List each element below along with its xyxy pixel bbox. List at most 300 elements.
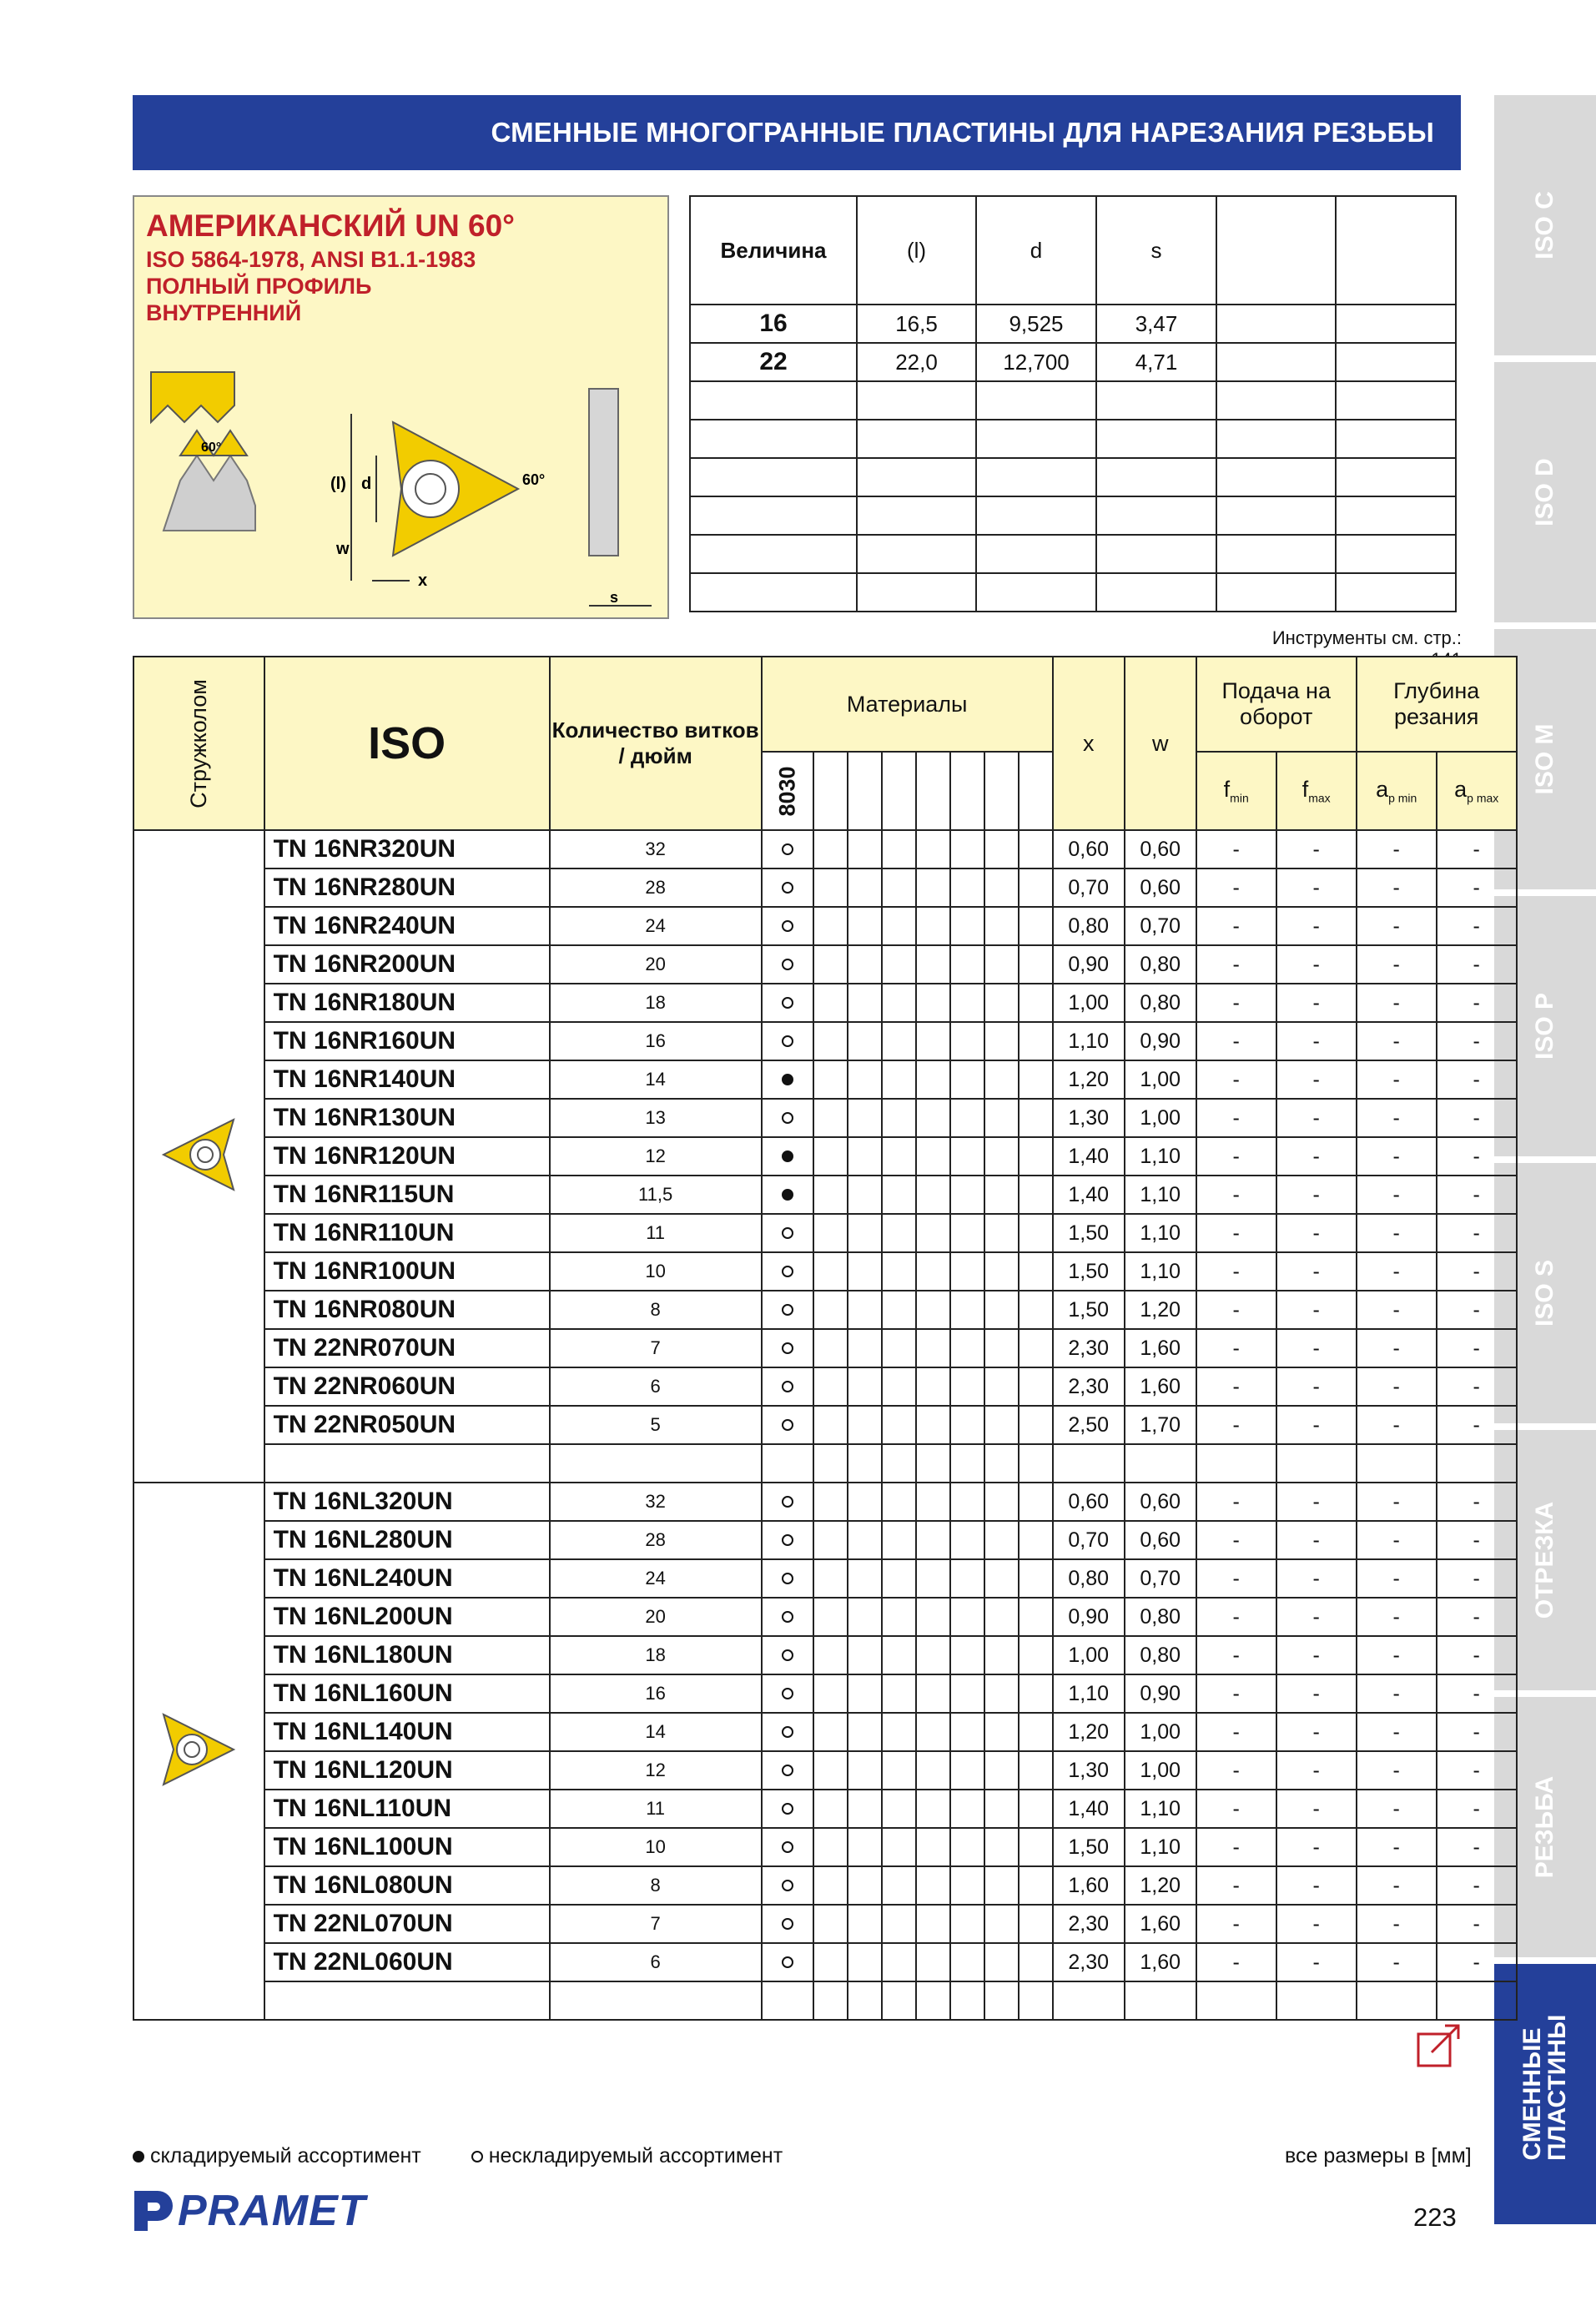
dash-cell: - (1437, 1905, 1517, 1943)
dash-cell: - (1276, 1751, 1357, 1790)
dash-cell: - (1357, 1137, 1437, 1176)
empty-dot-icon (782, 1956, 793, 1968)
x-value: 2,30 (1053, 1329, 1125, 1367)
dash-cell: - (1276, 1905, 1357, 1943)
grade-availability (762, 1099, 813, 1137)
grade-availability (762, 868, 813, 907)
grade-availability (762, 1751, 813, 1790)
grade-availability (762, 1176, 813, 1214)
dash-cell: - (1196, 1943, 1276, 1981)
turns-per-inch: 20 (550, 945, 762, 984)
thread-type-title: АМЕРИКАНСКИЙ UN 60° (146, 209, 515, 243)
x-value: 0,60 (1053, 1483, 1125, 1521)
grade-availability (762, 1137, 813, 1176)
filled-dot-icon (782, 1189, 793, 1201)
w-value: 0,90 (1125, 1022, 1196, 1060)
table-row (133, 1521, 1517, 1559)
empty-dot-icon (782, 1726, 793, 1738)
insert-code: TN 16NL110UN (264, 1790, 550, 1828)
dash-cell: - (1196, 1252, 1276, 1291)
grade-availability (762, 1943, 813, 1981)
x-value: 1,10 (1053, 1022, 1125, 1060)
turns-per-inch: 14 (550, 1713, 762, 1751)
empty-dot-icon (782, 959, 793, 970)
w-value: 1,10 (1125, 1137, 1196, 1176)
dash-cell: - (1196, 1137, 1276, 1176)
table-row (133, 1790, 1517, 1828)
filled-dot-icon (133, 2151, 144, 2162)
w-value: 0,60 (1125, 830, 1196, 868)
empty-dot-icon (782, 1880, 793, 1891)
dash-cell: - (1357, 830, 1437, 868)
turns-per-inch: 13 (550, 1099, 762, 1137)
grade-availability (762, 1291, 813, 1329)
dash-cell: - (1437, 1636, 1517, 1674)
dash-cell: - (1196, 830, 1276, 868)
dash-cell: - (1196, 1176, 1276, 1214)
side-tab-label: СМЕННЫЕ ПЛАСТИНЫ (1518, 2014, 1571, 2161)
w-value: 1,00 (1125, 1060, 1196, 1099)
filled-dot-icon (782, 1074, 793, 1085)
insert-code: TN 16NL280UN (264, 1521, 550, 1559)
empty-dot-icon (782, 1381, 793, 1392)
thread-standard: ISO 5864-1978, ANSI B1.1-1983 (146, 247, 476, 272)
x-value: 0,80 (1053, 907, 1125, 945)
insert-code: TN 16NL100UN (264, 1828, 550, 1866)
side-tab-label: ISO D (1531, 458, 1558, 526)
w-value: 1,00 (1125, 1099, 1196, 1137)
dash-cell: - (1437, 1291, 1517, 1329)
turns-per-inch: 32 (550, 830, 762, 868)
insert-code: TN 22NL060UN (264, 1943, 550, 1981)
grade-availability (762, 1713, 813, 1751)
x-value: 2,30 (1053, 1943, 1125, 1981)
dash-cell: - (1357, 1329, 1437, 1367)
table-row (133, 1176, 1517, 1214)
dash-cell: - (1437, 1367, 1517, 1406)
side-tab-iso-d[interactable] (1494, 362, 1596, 622)
grade-availability (762, 830, 813, 868)
thread-info-box (133, 195, 669, 619)
dash-cell: - (1276, 1636, 1357, 1674)
grade-availability (762, 1674, 813, 1713)
insert-code: TN 22NL070UN (264, 1905, 550, 1943)
legend (133, 2144, 783, 2168)
dash-cell: - (1357, 1176, 1437, 1214)
x-value: 0,70 (1053, 868, 1125, 907)
page-header-title: СМЕННЫЕ МНОГОГРАННЫЕ ПЛАСТИНЫ ДЛЯ НАРЕЗАНИЯ РЕЗЬБЫ (491, 117, 1434, 148)
dash-cell: - (1276, 1828, 1357, 1866)
dash-cell: - (1196, 1636, 1276, 1674)
insert-code: TN 16NL180UN (264, 1636, 550, 1674)
diagram-l-label: (l) (330, 475, 346, 493)
size-cell (1336, 305, 1456, 343)
grade-availability (762, 1214, 813, 1252)
units-note: все размеры в [мм] (1285, 2144, 1472, 2167)
table-row (133, 984, 1517, 1022)
col-apmin: $a_{p min}$ (1357, 752, 1437, 830)
turns-per-inch: 6 (550, 1367, 762, 1406)
dash-cell: - (1276, 1252, 1357, 1291)
pramet-logo-icon (133, 2189, 173, 2233)
dash-cell: - (1357, 1483, 1437, 1521)
turns-per-inch: 5 (550, 1406, 762, 1444)
insert-code: TN 16NR080UN (264, 1291, 550, 1329)
w-value: 1,10 (1125, 1214, 1196, 1252)
w-value: 1,10 (1125, 1176, 1196, 1214)
grade-availability (762, 1329, 813, 1367)
insert-code: TN 16NL200UN (264, 1598, 550, 1636)
grade-availability (762, 1252, 813, 1291)
dash-cell: - (1357, 907, 1437, 945)
w-value: 0,60 (1125, 1521, 1196, 1559)
grade-availability (762, 1828, 813, 1866)
dash-cell: - (1357, 1406, 1437, 1444)
size-cell: 9,525 (976, 305, 1096, 343)
dash-cell: - (1357, 1214, 1437, 1252)
w-value: 1,60 (1125, 1905, 1196, 1943)
x-value: 1,20 (1053, 1060, 1125, 1099)
w-value: 1,00 (1125, 1713, 1196, 1751)
side-tab-label: ISO M (1531, 723, 1558, 795)
side-tab-label: ISO C (1531, 191, 1558, 259)
dash-cell: - (1276, 1521, 1357, 1559)
dash-cell: - (1357, 1252, 1437, 1291)
insert-code: TN 22NR060UN (264, 1367, 550, 1406)
w-value: 0,80 (1125, 1598, 1196, 1636)
dash-cell: - (1357, 1751, 1437, 1790)
w-value: 0,70 (1125, 1559, 1196, 1598)
empty-dot-icon (782, 997, 793, 1009)
table-row (133, 1329, 1517, 1367)
dash-cell: - (1357, 1943, 1437, 1981)
dash-cell: - (1196, 1521, 1276, 1559)
insert-code: TN 16NR280UN (264, 868, 550, 907)
col-w: w (1125, 657, 1196, 830)
thread-profile: ПОЛНЫЙ ПРОФИЛЬ (146, 274, 372, 299)
empty-dot-icon (782, 1496, 793, 1508)
turns-per-inch: 24 (550, 1559, 762, 1598)
table-row (133, 1559, 1517, 1598)
table-row (133, 1214, 1517, 1252)
dash-cell: - (1196, 1367, 1276, 1406)
turns-per-inch: 24 (550, 907, 762, 945)
thread-orientation: ВНУТРЕННИЙ (146, 300, 302, 325)
dash-cell: - (1437, 1406, 1517, 1444)
col-fmax: $f_{max}$ (1276, 752, 1357, 830)
dash-cell: - (1437, 1866, 1517, 1905)
dash-cell: - (1276, 830, 1357, 868)
dash-cell: - (1357, 1099, 1437, 1137)
w-value: 1,60 (1125, 1329, 1196, 1367)
page-number: 223 (1413, 2203, 1457, 2232)
dash-cell: - (1276, 1406, 1357, 1444)
dash-cell: - (1437, 1943, 1517, 1981)
dash-cell: - (1196, 1598, 1276, 1636)
empty-dot-icon (782, 843, 793, 855)
x-value: 0,80 (1053, 1559, 1125, 1598)
x-value: 0,90 (1053, 945, 1125, 984)
x-value: 1,00 (1053, 984, 1125, 1022)
dash-cell: - (1276, 1060, 1357, 1099)
turns-per-inch: 8 (550, 1866, 762, 1905)
dash-cell: - (1437, 1060, 1517, 1099)
grade-availability (762, 1406, 813, 1444)
table-row (133, 1866, 1517, 1905)
w-value: 1,10 (1125, 1252, 1196, 1291)
size-header (1216, 196, 1336, 305)
table-row (133, 1674, 1517, 1713)
filled-dot-icon (782, 1150, 793, 1162)
side-tab-label: ОТРЕЗКА (1531, 1501, 1558, 1619)
diagram-insert-angle-label: 60° (522, 471, 546, 488)
turns-per-inch: 7 (550, 1329, 762, 1367)
table-row (133, 907, 1517, 945)
col-grade-8030: 8030 (762, 752, 813, 830)
turns-per-inch: 6 (550, 1943, 762, 1981)
w-value: 0,70 (1125, 907, 1196, 945)
diagram-w-label: w (336, 540, 350, 558)
turns-per-inch: 11,5 (550, 1176, 762, 1214)
dash-cell: - (1196, 1099, 1276, 1137)
w-value: 0,90 (1125, 1674, 1196, 1713)
x-value: 0,90 (1053, 1598, 1125, 1636)
dash-cell: - (1196, 1022, 1276, 1060)
dash-cell: - (1276, 907, 1357, 945)
col-depth: Глубина резания (1357, 657, 1517, 752)
col-apmax: $a_{p max}$ (1437, 752, 1517, 830)
dash-cell: - (1276, 1943, 1357, 1981)
dash-cell: - (1196, 1214, 1276, 1252)
insert-shape-icon (157, 1113, 240, 1196)
col-feed: Подача на оборот (1196, 657, 1357, 752)
dash-cell: - (1437, 1751, 1517, 1790)
insert-shape-icon (157, 1708, 240, 1791)
dash-cell: - (1196, 945, 1276, 984)
grade-availability (762, 984, 813, 1022)
dash-cell: - (1196, 984, 1276, 1022)
grade-availability (762, 1636, 813, 1674)
grade-availability (762, 945, 813, 984)
dash-cell: - (1437, 1137, 1517, 1176)
col-materials: Материалы (762, 657, 1053, 752)
empty-dot-icon (782, 1227, 793, 1239)
dash-cell: - (1357, 1022, 1437, 1060)
grade-availability (762, 907, 813, 945)
w-value: 0,80 (1125, 1636, 1196, 1674)
turns-per-inch: 12 (550, 1751, 762, 1790)
insert-code: TN 16NR120UN (264, 1137, 550, 1176)
dash-cell: - (1276, 1367, 1357, 1406)
table-row (133, 1099, 1517, 1137)
legend-stock: складируемый ассортимент (133, 2144, 421, 2168)
dash-cell: - (1276, 945, 1357, 984)
turns-per-inch: 8 (550, 1291, 762, 1329)
turns-per-inch: 12 (550, 1137, 762, 1176)
dash-cell: - (1357, 1828, 1437, 1866)
chipbreaker-cell (133, 830, 264, 1483)
turns-per-inch: 28 (550, 1521, 762, 1559)
w-value: 0,80 (1125, 945, 1196, 984)
w-value: 1,20 (1125, 1291, 1196, 1329)
dash-cell: - (1437, 907, 1517, 945)
size-header (1336, 196, 1456, 305)
dash-cell: - (1196, 907, 1276, 945)
dash-cell: - (1276, 1483, 1357, 1521)
table-row (133, 1483, 1517, 1521)
table-row (133, 1022, 1517, 1060)
dash-cell: - (1276, 1329, 1357, 1367)
grade-availability (762, 1521, 813, 1559)
dash-cell: - (1437, 1521, 1517, 1559)
empty-dot-icon (782, 1266, 793, 1277)
size-cell: 3,47 (1096, 305, 1216, 343)
dash-cell: - (1276, 1176, 1357, 1214)
grade-availability (762, 1060, 813, 1099)
col-x: x (1053, 657, 1125, 830)
size-header: d (976, 196, 1096, 305)
x-value: 1,30 (1053, 1099, 1125, 1137)
table-row (133, 1751, 1517, 1790)
empty-dot-icon (782, 1573, 793, 1584)
dash-cell: - (1437, 868, 1517, 907)
turns-per-inch: 20 (550, 1598, 762, 1636)
w-value: 1,60 (1125, 1367, 1196, 1406)
dash-cell: - (1357, 1905, 1437, 1943)
grade-availability (762, 1559, 813, 1598)
insert-code: TN 16NR240UN (264, 907, 550, 945)
size-cell: 22,0 (857, 343, 976, 381)
dash-cell: - (1196, 1790, 1276, 1828)
insert-code: TN 16NL160UN (264, 1674, 550, 1713)
size-header: Величина (690, 196, 857, 305)
page-header-band (133, 95, 1461, 170)
insert-code: TN 16NR130UN (264, 1099, 550, 1137)
turns-per-inch: 11 (550, 1790, 762, 1828)
x-value: 1,40 (1053, 1176, 1125, 1214)
dash-cell: - (1357, 1598, 1437, 1636)
dash-cell: - (1196, 1828, 1276, 1866)
insert-code: TN 16NL320UN (264, 1483, 550, 1521)
x-value: 1,50 (1053, 1291, 1125, 1329)
diagram-x-label: x (418, 571, 428, 590)
diagram-d-label: d (361, 475, 372, 493)
col-fmin: $f_{min}$ (1196, 752, 1276, 830)
diagram-s-label: s (610, 589, 619, 606)
turns-per-inch: 10 (550, 1828, 762, 1866)
size-cell: 16,5 (857, 305, 976, 343)
insert-code: TN 16NR180UN (264, 984, 550, 1022)
table-row (133, 945, 1517, 984)
size-cell: 22 (690, 343, 857, 381)
dash-cell: - (1357, 1367, 1437, 1406)
dash-cell: - (1276, 1713, 1357, 1751)
table-row (133, 830, 1517, 868)
table-row (133, 1598, 1517, 1636)
insert-code: TN 22NR050UN (264, 1406, 550, 1444)
size-cell (1216, 305, 1336, 343)
dash-cell: - (1357, 1674, 1437, 1713)
insert-code: TN 16NR160UN (264, 1022, 550, 1060)
dash-cell: - (1196, 1751, 1276, 1790)
dash-cell: - (1357, 984, 1437, 1022)
dash-cell: - (1357, 1866, 1437, 1905)
dash-cell: - (1276, 984, 1357, 1022)
x-value: 1,10 (1053, 1674, 1125, 1713)
dash-cell: - (1196, 1559, 1276, 1598)
dash-cell: - (1437, 1598, 1517, 1636)
turns-per-inch: 14 (550, 1060, 762, 1099)
table-row (133, 1713, 1517, 1751)
dash-cell: - (1437, 1790, 1517, 1828)
dash-cell: - (1196, 1406, 1276, 1444)
table-row (133, 1060, 1517, 1099)
empty-dot-icon (782, 1534, 793, 1546)
x-value: 1,50 (1053, 1252, 1125, 1291)
dash-cell: - (1276, 1674, 1357, 1713)
dash-cell: - (1196, 1866, 1276, 1905)
dash-cell: - (1357, 1291, 1437, 1329)
empty-dot-icon (471, 2151, 483, 2162)
dash-cell: - (1357, 945, 1437, 984)
dash-cell: - (1276, 1291, 1357, 1329)
dash-cell: - (1357, 1713, 1437, 1751)
grade-availability (762, 1905, 813, 1943)
insert-code: TN 16NR320UN (264, 830, 550, 868)
x-value: 0,70 (1053, 1521, 1125, 1559)
dash-cell: - (1196, 1713, 1276, 1751)
dash-cell: - (1196, 868, 1276, 907)
col-iso: ISO (264, 657, 550, 830)
empty-dot-icon (782, 1035, 793, 1047)
dash-cell: - (1276, 1866, 1357, 1905)
side-tab-label: ISO P (1531, 992, 1558, 1060)
x-value: 2,30 (1053, 1905, 1125, 1943)
dash-cell: - (1437, 1559, 1517, 1598)
brand-logo (133, 2186, 366, 2236)
table-row (133, 1137, 1517, 1176)
table-row (133, 1828, 1517, 1866)
grade-availability (762, 1790, 813, 1828)
dash-cell: - (1437, 1713, 1517, 1751)
insert-code: TN 16NL080UN (264, 1866, 550, 1905)
dash-cell: - (1357, 868, 1437, 907)
size-header: s (1096, 196, 1216, 305)
dash-cell: - (1437, 1214, 1517, 1252)
table-row (133, 1291, 1517, 1329)
turns-per-inch: 16 (550, 1674, 762, 1713)
table-row (133, 1636, 1517, 1674)
dash-cell: - (1276, 1790, 1357, 1828)
dash-cell: - (1437, 1674, 1517, 1713)
dash-cell: - (1196, 1329, 1276, 1367)
insert-code: TN 16NR115UN (264, 1176, 550, 1214)
grade-availability (762, 1022, 813, 1060)
external-link-icon[interactable] (1415, 2019, 1467, 2071)
insert-code: TN 16NL140UN (264, 1713, 550, 1751)
w-value: 0,60 (1125, 868, 1196, 907)
dash-cell: - (1437, 1099, 1517, 1137)
dash-cell: - (1437, 1329, 1517, 1367)
empty-dot-icon (782, 1611, 793, 1623)
turns-per-inch: 10 (550, 1252, 762, 1291)
size-table (689, 195, 1457, 612)
side-tab-iso-c[interactable] (1494, 95, 1596, 355)
w-value: 1,10 (1125, 1790, 1196, 1828)
x-value: 2,50 (1053, 1406, 1125, 1444)
dash-cell: - (1437, 1483, 1517, 1521)
dash-cell: - (1276, 868, 1357, 907)
